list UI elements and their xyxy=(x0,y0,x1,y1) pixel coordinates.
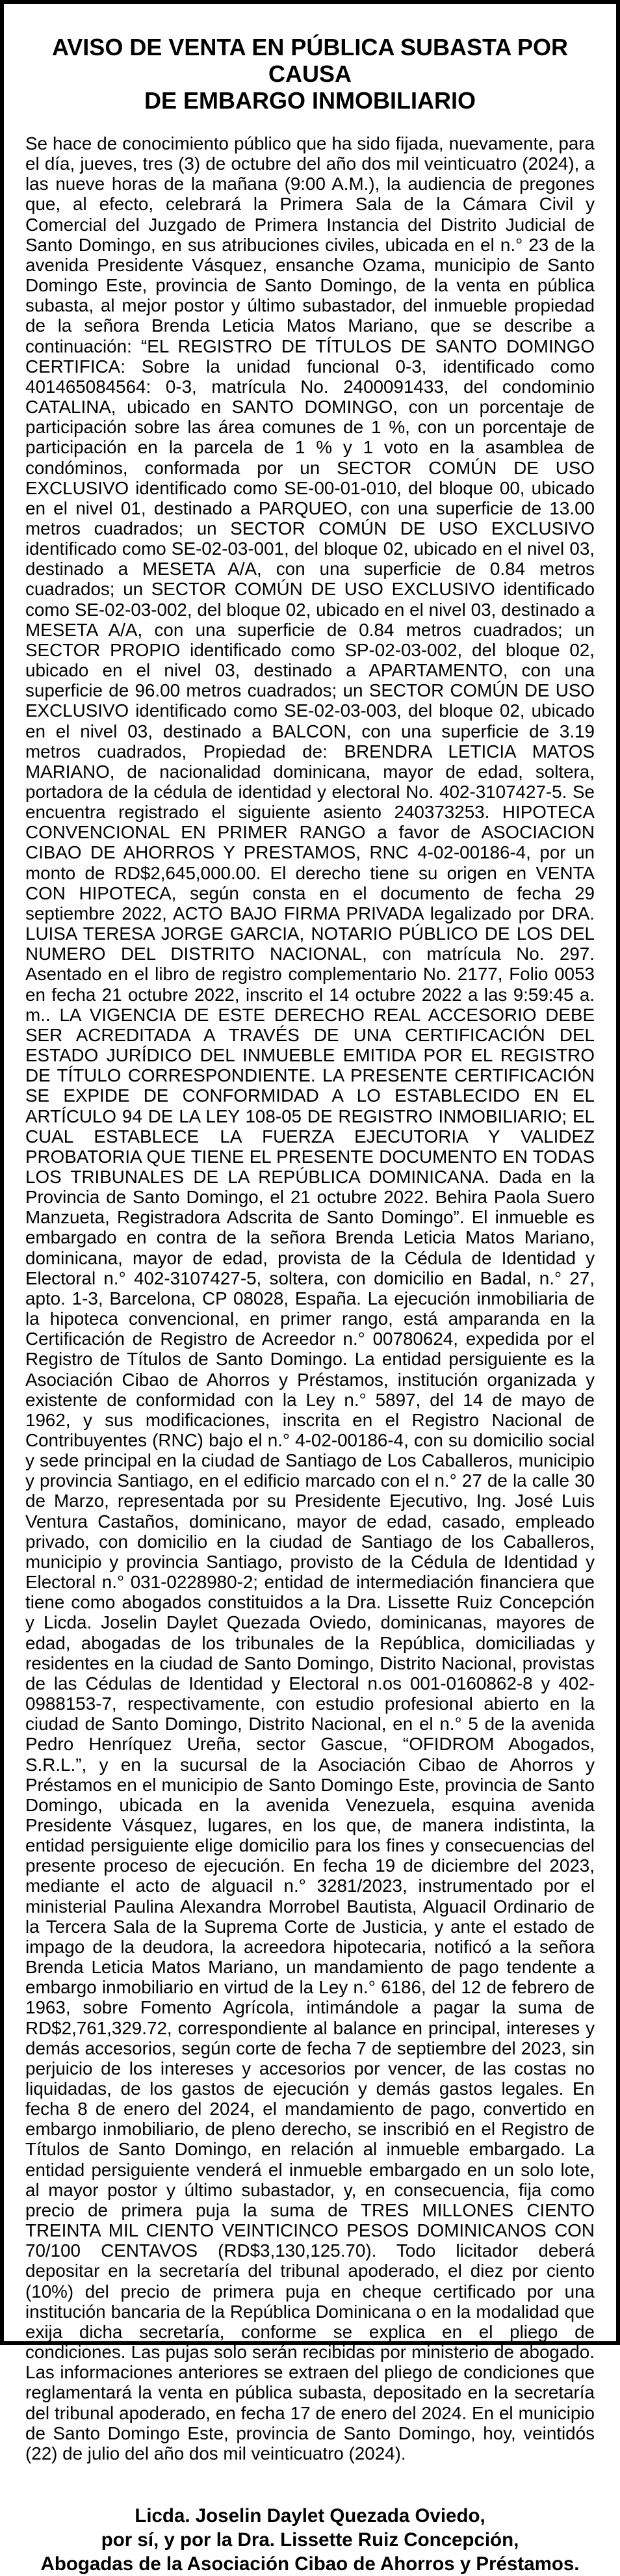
signature-line-3: Abogadas de la Asociación Cibao de Ahorros y Préstamos. xyxy=(40,2553,580,2575)
signature-line-1: Licda. Joselin Daylet Quezada Oviedo, xyxy=(135,2504,485,2527)
notice-title xyxy=(4,4,616,114)
notice-title-line-2: DE EMBARGO INMOBILIARIO xyxy=(144,87,476,114)
notice-body: Se hace de conocimiento público que ha sido fijada, nuevamente, para el día, jueves, tres (3) de octubre del año dos mil veinticuatro (2024), a las nueve horas de la mañana (9:00 A.M.), la audiencia de pregones que, al efecto, celebrará la Primera Sala de la Cámara Civil y Comercial del Juzgado de Primera Instancia del Distrito Judicial de Santo Domingo, en sus atribuciones civiles, ubicada en el n.° 23 de la avenida Presidente Vásquez, ensanche Ozama, municipio de Santo Domingo Este, provincia de Santo Domingo, de la venta en pública subasta, al mejor postor y último subastador, del inmueble propiedad de la señora Brenda Leticia Matos Mariano, que se describe a continuación: “EL REGISTRO DE TÍTULOS DE SANTO DOMINGO CERTIFICA: Sobre la unidad funcional 0-3, identificado como 401465084564: 0-3, matrícula No. 2400091433, del condominio CATALINA, ubicado en SANTO DOMINGO, con un porcentaje de participación sobre las área comunes de 1 %, con un porcentaje de participación en la parcela de 1 % y 1 voto en la asamblea de condóminos, conformada por un SECTOR COMÚN DE USO EXCLUSIVO identificado como SE-00-01-010, del bloque 00, ubicado en el nivel 01, destinado a PARQUEO, con una superficie de 13.00 metros cuadrados; un SECTOR COMÚN DE USO EXCLUSIVO identificado como SE-02-03-001, del bloque 02, ubicado en el nivel 03, destinado a MESETA A/A, con una superficie de 0.84 metros cuadrados; un SECTOR COMÚN DE USO EXCLUSIVO identificado como SE-02-03-002, del bloque 02, ubicado en el nivel 03, destinado a MESETA A/A, con una superficie de 0.84 metros cuadrados; un SECTOR PROPIO identificado como SP-02-03-002, del bloque 02, ubicado en el nivel 03, destinado a APARTAMENTO, con una superficie de 96.00 metros cuadrados; un SECTOR COMÚN DE USO EXCLUSIVO identificado como SE-02-03-003, del bloque 02, ubicado en el nivel 03, destinado a BALCON, con una superficie de 3.19 metros cuadrados, Propiedad de: BRENDRA LETICIA MATOS MARIANO, de nacionalidad dominicana, mayor de edad, soltera, portadora de la cédula de identidad y electoral No. 402-3107427-5. Se encuentra registrado el siguiente asiento 240373253. HIPOTECA CONVENCIONAL EN PRIMER RANGO a favor de ASOCIACION CIBAO DE AHORROS Y PRESTAMOS, RNC 4-02-00186-4, por un monto de RD$2,645,000.00. El derecho tiene su origen en VENTA CON HIPOTECA, según consta en el documento de fecha 29 septiembre 2022, ACTO BAJO FIRMA PRIVADA legalizado por DRA. LUISA TERESA JORGE GARCIA, NOTARIO PÚBLICO DE LOS DEL NUMERO DEL DISTRITO NACIONAL, con matrícula No. 297. Asentado en el libro de registro complementario No. 2177, Folio 0053 en fecha 21 octubre 2022, inscrito el 14 octubre 2022 a las 9:59:45 a. m.. LA VIGENCIA DE ESTE DERECHO REAL ACCESORIO DEBE SER ACREDITADA A TRAVÉS DE UNA CERTIFICACIÓN DEL ESTADO JURÍDICO DEL INMUEBLE EMITIDA POR EL REGISTRO DE TÍTULO CORRESPONDIENTE. LA PRESENTE CERTIFICACIÓN SE EXPIDE DE CONFORMIDAD A LO ESTABLECIDO EN EL ARTÍCULO 94 DE LA LEY 108-05 DE REGISTRO INMOBILIARIO; EL CUAL ESTABLECE LA FUERZA EJECUTORIA Y VALIDEZ PROBATORIA QUE TIENE EL PRESENTE DOCUMENTO EN TODAS LOS TRIBUNALES DE LA REPÚBLICA DOMINICANA. Dada en la Provincia de Santo Domingo, el 21 octubre 2022. Behira Paola Suero Manzueta, Registradora Adscrita de Santo Domingo”. El inmueble es embargado en contra de la señora Brenda Leticia Matos Mariano, dominicana, mayor de edad, provista de la Cédula de Identidad y Electoral n.° 402-3107427-5, soltera, con domicilio en Badal, n.° 27, apto. 1-3, Barcelona, CP 08028, España. La ejecución inmobiliaria de la hipoteca convencional, en primer rango, está amparanda en la Certificación de Registro de Acreedor n.° 00780624, expedida por el Registro de Títulos de Santo Domingo. La entidad persiguiente es la Asociación Cibao de Ahorros y Préstamos, institución organizada y existente de conformidad con la Ley n.° 5897, del 14 de mayo de 1962, y sus modificaciones, inscrita en el Registro Nacional de Contribuyentes (RNC) bajo el n.° 4-02-00186-4, con su domicilio social y sede principal en la ciudad de Santiago de Los Caballeros, municipio y provincia Santiago, en el edificio marcado con el n.° 27 de la calle 30 de Marzo, representada por su Presidente Ejecutivo, Ing. José Luis Ventura Castaños, dominicano, mayor de edad, casado, empleado privado, con domicilio en la ciudad de Santiago de los Caballeros, municipio y provincia Santiago, provisto de la Cédula de Identidad y Electoral n.° 031-0228980-2; entidad de intermediación financiera que tiene como abogados constituidos a la Dra. Lissette Ruiz Concepción y Licda. Joselin Daylet Quezada Oviedo, dominicanas, mayores de edad, abogadas de los tribunales de la República, domiciliadas y residentes en la ciudad de Santo Domingo, Distrito Nacional, provistas de las Cédulas de Identidad y Electoral n.os 001-0160862-8 y 402-0988153-7, respectivamente, con estudio profesional abierto en la ciudad de Santo Domingo, Distrito Nacional, en el n.° 5 de la avenida Pedro Henríquez Ureña, sector Gascue, “OFIDROM Abogados, S.R.L.”, y en la sucursal de la Asociación Cibao de Ahorros y Préstamos en el municipio de Santo Domingo Este, provincia de Santo Domingo, ubicada en la avenida Venezuela, esquina avenida Presidente Vásquez, lugares, en los que, de manera indistinta, la entidad persiguiente elige domicilio para los fines y consecuencias del presente proceso de ejecución. En fecha 19 de diciembre del 2023, mediante el acto de alguacil n.° 3281/2023, instrumentado por el ministerial Paulina Alexandra Morrobel Bautista, Alguacil Ordinario de la Tercera Sala de la Suprema Corte de Justicia, y ante el estado de impago de la deudora, la acreedora hipotecaria, notificó a la señora Brenda Leticia Matos Mariano, un mandamiento de pago tendente a embargo inmobiliario en virtud de la Ley n.° 6186, del 12 de febrero de 1963, sobre Fomento Agrícola, intimándole a pagar la suma de RD$2,761,329.72, correspondiente al balance en principal, intereses y demás accesorios, según corte de fecha 7 de septiembre del 2023, sin perjuicio de los intereses y accesorios por vencer, de las costas no liquidadas, de los gastos de ejecución y demás gastos legales. En fecha 8 de enero del 2024, el mandamiento de pago, convertido en embargo inmobiliario, de pleno derecho, se inscribió en el Registro de Títulos de Santo Domingo, en relación al inmueble embargado. La entidad persiguiente venderá el inmueble embargado en un solo lote, al mayor postor y último subastador, y, en consecuencia, fija como precio de primera puja la suma de TRES MILLONES CIENTO TREINTA MIL CIENTO VEINTICINCO PESOS DOMINICANOS CON 70/100 CENTAVOS (RD$3,130,125.70). Todo licitador deberá depositar en la secretaría del tribunal apoderado, el diez por ciento (10%) del precio de primera puja en cheque certificado por una institución bancaria de la República Dominicana o en la modalidad que exija dicha secretaría, conforme se explica en el pliego de condiciones. Las pujas solo serán recibidas por ministerio de abogado. Las informaciones anteriores se extraen del pliego de condiciones que reglamentará la venta en pública subasta, depositado en la secretaría del tribunal apoderado, en fecha 17 de enero del 2024. En el municipio de Santo Domingo Este, provincia de Santo Domingo, hoy, veintidós (22) de julio del año dos mil veinticuatro (2024). xyxy=(25,133,595,2463)
signature-line-2: por sí, y por la Dra. Lissette Ruiz Concepción, xyxy=(101,2529,519,2551)
notice-title-line-1: AVISO DE VENTA EN PÚBLICA SUBASTA POR CAUSA xyxy=(51,34,569,87)
signature-block xyxy=(27,2504,593,2576)
